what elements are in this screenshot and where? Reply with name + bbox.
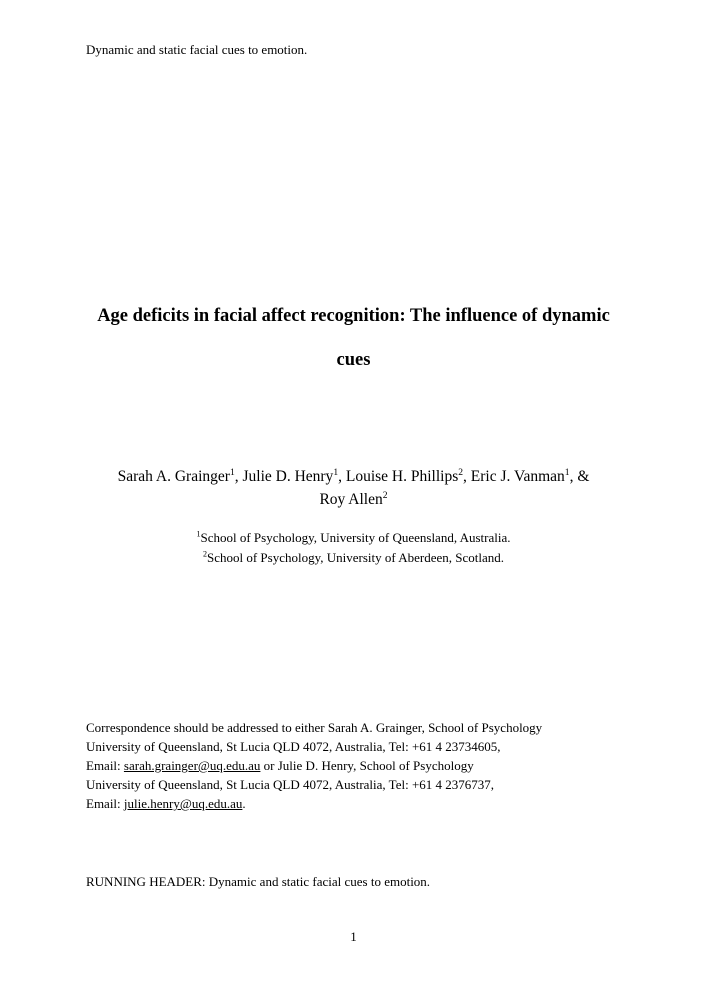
author-name: Eric J. Vanman (470, 468, 565, 485)
author-affil-mark: 1 (564, 466, 570, 478)
correspondence-text: . (242, 796, 246, 811)
author-affil-mark: 2 (382, 489, 388, 501)
affiliation-number: 2 (202, 549, 207, 559)
affiliation-number: 1 (196, 529, 201, 539)
author-affil-mark: 1 (333, 466, 339, 478)
page-number: 1 (350, 929, 357, 944)
correspondence-line-4: University of Queensland, St Lucia QLD 4072, Australia, Tel: +61 4 2376737, (86, 777, 495, 792)
email-label: Email: (86, 796, 124, 811)
affiliation-text: School of Psychology, University of Queensland, Australia. (200, 530, 511, 545)
author-affil-mark: 2 (458, 466, 464, 478)
author-name: Sarah A. Grainger (117, 468, 230, 485)
page-header: Dynamic and static facial cues to emotion. (86, 42, 308, 57)
affiliation-1 (0, 530, 707, 546)
correspondence-line-5 (86, 796, 246, 812)
author-list-line-1: Sarah A. Grainger$^1$, Julie D. Henry$^1$, Louise H. Phillips$^2$, Eric J. Vanman$^1$, & (117, 466, 590, 485)
email-link-henry[interactable]: julie.henry@uq.edu.au (123, 796, 243, 811)
correspondence-text: or Julie D. Henry, School of Psychology (260, 758, 474, 773)
paper-title-line-2: cues (336, 350, 371, 370)
email-link-grainger[interactable]: sarah.grainger@uq.edu.au (123, 758, 261, 773)
affiliation-text: School of Psychology, University of Aberdeen, Scotland. (206, 550, 505, 565)
correspondence-line-2: University of Queensland, St Lucia QLD 4072, Australia, Tel: +61 4 23734605, (86, 739, 501, 754)
paper-title-line-1: Age deficits in facial affect recognition: The influence of dynamic (97, 306, 610, 326)
author-name: Louise H. Phillips (345, 468, 459, 485)
correspondence-line-3 (86, 758, 474, 774)
author-name: Roy Allen (319, 491, 383, 508)
affiliation-2 (0, 550, 707, 566)
correspondence-line-1: Correspondence should be addressed to either Sarah A. Grainger, School of Psychology (86, 720, 543, 735)
email-label: Email: (86, 758, 124, 773)
author-affil-mark: 1 (229, 466, 235, 478)
running-header: RUNNING HEADER: Dynamic and static facial cues to emotion. (86, 874, 431, 889)
author-list-line-2 (0, 491, 707, 509)
author-name: Julie D. Henry (242, 468, 334, 485)
